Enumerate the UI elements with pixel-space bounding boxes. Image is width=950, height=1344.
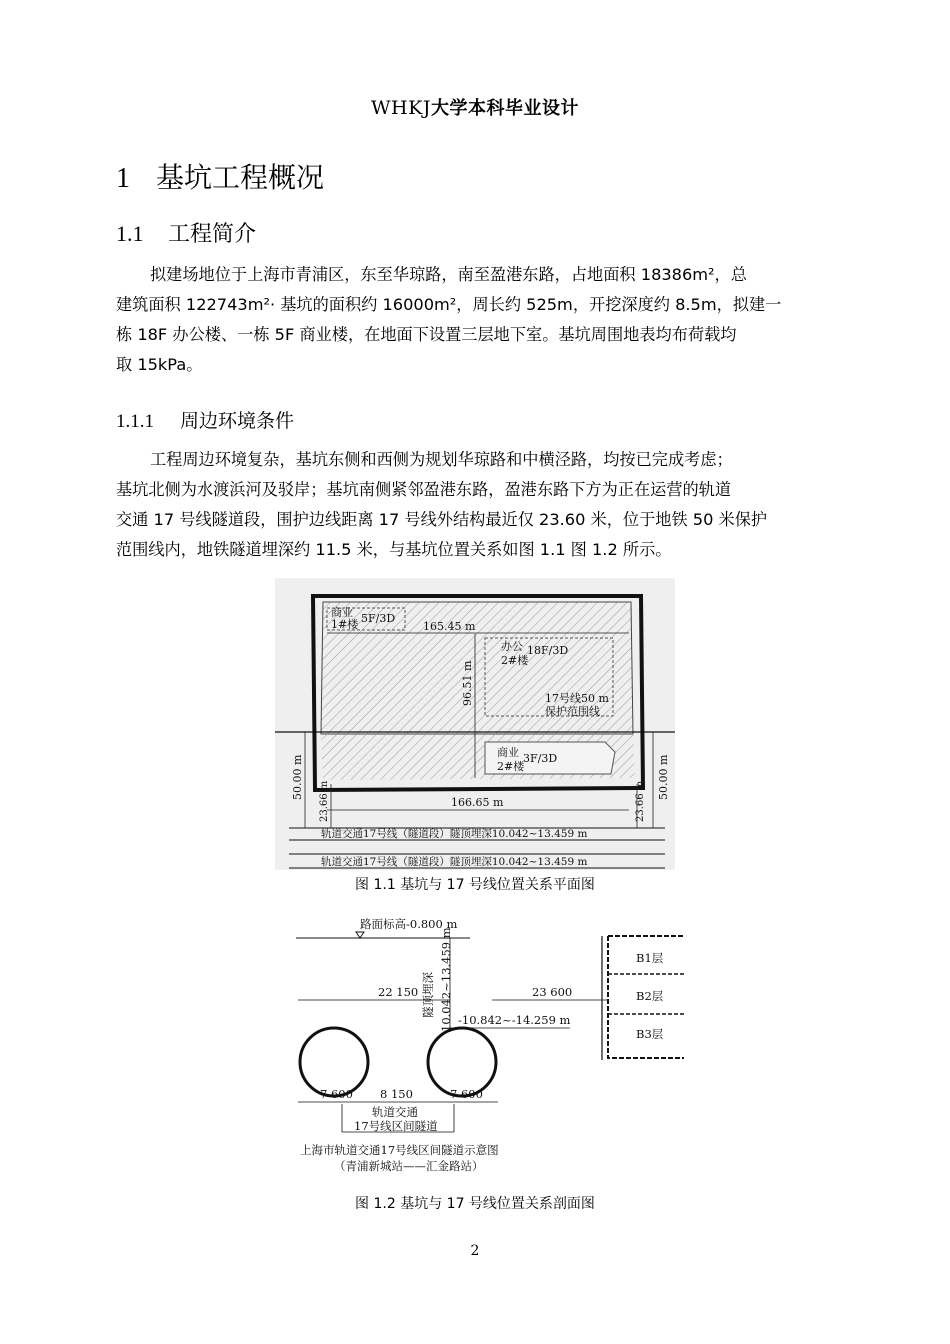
label-height: 96.51 m	[461, 660, 474, 706]
page-header	[0, 94, 950, 120]
label-right-50: 50.00 m	[657, 754, 670, 800]
label-protect-1: 17号线50 m	[545, 692, 609, 705]
label-b2: B2层	[636, 989, 664, 1003]
paragraph-project-intro	[116, 260, 836, 380]
paragraph-line: 基坑北侧为水渡浜河及驳岸；基坑南侧紧邻盈港东路，盈港东路下方为正在运营的轨道	[116, 480, 732, 499]
label-rail-1: 轨道交通	[372, 1105, 418, 1119]
label-office-num: 2#楼	[501, 654, 529, 667]
figure-1-caption: 图 1.1 基坑与 17 号线位置关系平面图	[355, 877, 595, 893]
section-number: 1.1.1	[116, 411, 154, 432]
section-title: 周边环境条件	[180, 410, 295, 432]
paragraph-line: 工程周边环境复杂，基坑东侧和西侧为规划华琼路和中横泾路，均按已完成考虑；	[150, 450, 733, 469]
section-heading-1-1	[116, 217, 256, 248]
road-level-marker	[356, 932, 364, 938]
section-title: 工程简介	[168, 222, 257, 247]
label-bottom-level: -10.842~-14.259 m	[458, 1013, 571, 1027]
header-school: 大学本科毕业设计	[430, 98, 579, 119]
label-office-name: 办公	[501, 640, 523, 653]
label-diagram-title-1: 上海市轨道交通17号线区间隧道示意图	[300, 1143, 499, 1157]
figure-plan-view	[275, 578, 675, 870]
section-number: 1.1	[116, 221, 144, 246]
header-prefix: WHKJ	[371, 97, 431, 119]
label-bldg1-name: 商业	[331, 606, 353, 619]
paragraph-line: 交通 17 号线隧道段，围护边线距离 17 号线外结构最近仅 23.60 米，位于地铁 50 米保护	[116, 510, 768, 529]
label-rail-2: 17号线区间隧道	[354, 1119, 438, 1133]
label-right-2366: 23.66 m	[635, 780, 646, 822]
section-diagram	[290, 912, 690, 1182]
label-b1: B1层	[636, 951, 664, 965]
label-protect-2: 保护范围线	[545, 705, 600, 718]
label-bldg1-num: 1#楼	[331, 618, 359, 631]
section-title: 基坑工程概况	[156, 161, 325, 194]
paragraph-surroundings	[116, 445, 836, 565]
page-number: 2	[470, 1243, 480, 1259]
label-bldg1-floors: 5F/3D	[361, 612, 396, 625]
label-dim-8150: 8 150	[380, 1087, 413, 1101]
label-bldg2-num: 2#楼	[497, 760, 525, 773]
paragraph-line: 范围线内，地铁隧道埋深约 11.5 米，与基坑位置关系如图 1.1 图 1.2 所示。	[116, 540, 672, 559]
label-left-2366: 23.66 m	[319, 780, 330, 822]
label-road-level: 路面标高-0.800 m	[360, 917, 458, 931]
figure-2-caption: 图 1.2 基坑与 17 号线位置关系剖面图	[355, 1196, 595, 1212]
label-diagram-title-2: （青浦新城站——汇金路站）	[334, 1159, 484, 1173]
label-depth-title: 隧顶埋深	[421, 972, 435, 1018]
tunnel-right	[428, 1028, 496, 1096]
paragraph-line: 拟建场地位于上海市青浦区，东至华琼路，南至盈港东路，占地面积 18386m²，总	[150, 265, 747, 284]
section-heading-1	[116, 156, 324, 196]
label-depth-value: 10.042~13.459 m	[439, 927, 453, 1032]
tunnel-left	[300, 1028, 368, 1096]
section-heading-1-1-1	[116, 406, 294, 433]
paragraph-line: 栋 18F 办公楼、一栋 5F 商业楼，在地面下设置三层地下室。基坑周围地表均布荷载均	[116, 325, 737, 344]
label-tunnel-2: 轨道交通17号线（隧道段）隧顶埋深10.042~13.459 m	[321, 856, 588, 868]
label-dim-23600: 23 600	[532, 985, 573, 999]
section-number: 1	[116, 163, 130, 194]
paragraph-line: 建筑面积 122743m²· 基坑的面积约 16000m²，周长约 525m，开挖深度约 8.5m，拟建一	[116, 295, 782, 314]
label-office-floors: 18F/3D	[527, 644, 569, 657]
label-left-50: 50.00 m	[291, 754, 304, 800]
figure-section-view	[290, 912, 690, 1182]
label-dim-7600-right: 7 600	[450, 1087, 483, 1101]
label-dim-22150: 22 150	[378, 985, 419, 999]
label-top-width: 165.45 m	[423, 620, 476, 633]
paragraph-line: 取 15kPa。	[116, 355, 203, 374]
label-b3: B3层	[636, 1027, 664, 1041]
label-tunnel-1: 轨道交通17号线（隧道段）隧顶埋深10.042~13.459 m	[321, 828, 588, 840]
label-dim-7600-left: 7 600	[320, 1087, 353, 1101]
plan-diagram	[275, 578, 675, 870]
label-bldg2-floors: 3F/3D	[523, 752, 558, 765]
label-bottom-width: 166.65 m	[451, 796, 504, 809]
label-bldg2-name: 商业	[497, 746, 519, 759]
